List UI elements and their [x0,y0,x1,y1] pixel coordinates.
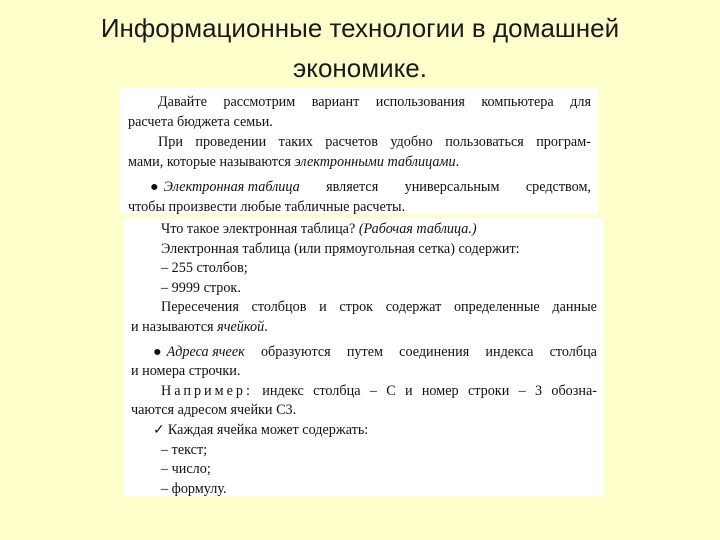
paragraph-3-line-1 [128,177,591,197]
example-word: Например: [161,382,253,399]
scanned-text-block-2 [123,218,604,496]
emphasis-text: (Рабочая таблица.) [358,221,477,237]
word: универсальным [404,179,500,195]
scanned-text-block-1 [120,88,598,214]
text: и называются [131,318,218,335]
word: столбца [549,343,597,360]
each-cell-line [131,421,597,441]
list-item: – текст; [161,441,208,458]
word: Пересечения [161,299,239,316]
paragraph-1-line-2: расчета бюджета семьи. [128,114,273,130]
list-item: – 9999 строк. [161,279,241,296]
bullet-term [150,177,300,197]
word: строки [467,382,510,399]
word: средством, [525,179,591,195]
intersect-line-1 [131,298,597,318]
word: образуются [260,343,331,360]
word: данные [552,299,597,316]
bullet-term [153,343,245,363]
word: проведении [195,134,267,150]
example-line-2: чаются адресом ячейки С3. [131,402,297,419]
word: строк [339,299,374,316]
paragraph-2-line-1 [128,132,591,152]
word: индекс [262,382,304,399]
slide-title-line-1: Информационные технологии в домашней [100,13,620,43]
word: – [518,382,526,399]
slide-title-line-2: экономике. [293,53,427,83]
list-item: – число; [161,461,211,478]
example-line-1 [131,382,597,402]
word: пользоваться [445,134,524,150]
text: . [264,318,268,335]
word: столбцов [251,299,307,316]
word: рассмотрим [223,94,296,110]
bullet-icon: ● [150,179,159,195]
slide-title [40,8,680,88]
word: и [319,299,327,316]
text: Что такое электронная таблица? [161,221,359,237]
word: и [404,382,413,399]
word: является [326,179,379,195]
word: вариант [311,94,360,110]
word: использования [375,94,465,110]
paragraph-3-line-2: чтобы произвести любые табличные расчеты. [128,199,406,215]
list-item: – формулу. [161,480,227,497]
emphasis-text: ячейкой [217,318,265,335]
address-line-2: и номера строчки. [131,363,241,380]
emphasis-text: Адреса ячеек [166,343,245,360]
word: При [158,134,183,150]
word: – [369,382,377,399]
word: таких [278,134,313,150]
word: индекса [485,343,534,360]
word: програм- [536,134,591,150]
word: обозна- [551,382,597,399]
word: содержат [385,299,442,316]
word: путем [346,343,383,360]
text: мами, которые называются [128,154,295,170]
text: . [455,154,460,170]
emphasis-text: электронными таблицами [294,154,456,170]
emphasis-text: Электронная таблица [163,179,300,195]
word: расчетов [325,134,378,150]
text: Каждая ячейка может содержать: [167,421,369,438]
word: удобно [390,134,433,150]
word: С [386,382,396,399]
word: для [570,94,591,110]
intersect-line-2 [131,318,597,338]
word: соединения [399,343,470,360]
paragraph-1-line-1 [128,92,591,112]
list-item: – 255 столбов; [161,260,248,277]
contains-line: Электронная таблица (или прямоугольная сетка) содержит: [161,240,520,257]
question-line [131,220,597,240]
word: определенные [453,299,540,316]
bullet-icon: ● [153,343,162,360]
word: номер [421,382,459,399]
checkmark-icon: ✓ [153,421,165,438]
paragraph-2-line-2 [128,152,591,172]
word: компьютера [481,94,554,110]
word: столбца [313,382,361,399]
word: Давайте [158,94,207,110]
address-line-1 [131,343,597,363]
word: 3 [534,382,543,399]
